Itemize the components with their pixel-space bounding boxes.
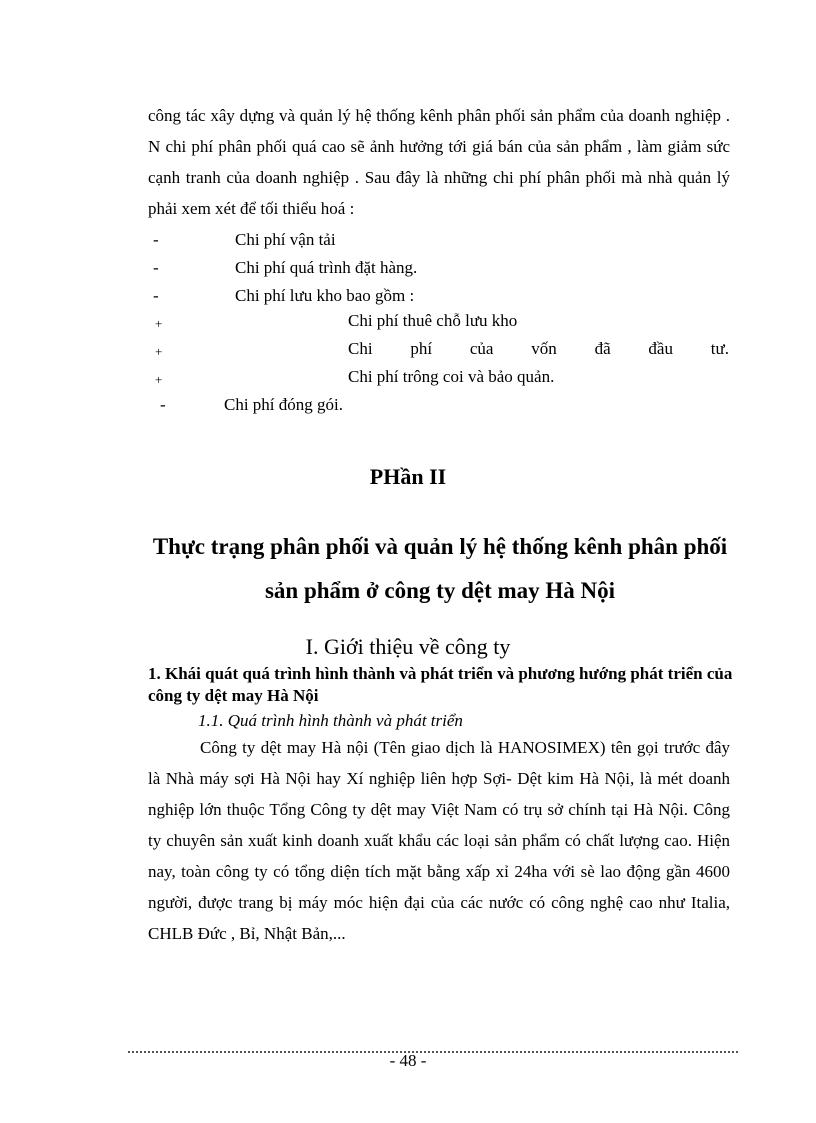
list-word: phí [410,339,433,358]
page-number: - 48 - [389,1051,427,1070]
list-item-guarding: Chi phí trông coi và bảo quản. [348,367,555,386]
list-item-storage: Chi phí lưu kho bao gồm : [235,286,415,305]
list-word: tư. [710,339,729,358]
list-item-transport: Chi phí vận tải [235,230,336,249]
list-dash-marker: - [153,230,159,249]
sub-subsection-title: 1.1. Quá trình hình thành và phát triển [198,711,463,730]
list-word: đầu [648,339,673,358]
chapter-title: Thực trạng phân phối và quản lý hệ thống kênh phân phối sản phẩm ở công ty dệt may Hà Nội [152,534,728,603]
list-dash-marker: - [160,395,166,414]
part-title: PHần II [369,464,447,489]
list-item-capital [348,335,729,363]
list-dash-marker: - [153,286,159,305]
list-word: vốn [531,339,557,358]
company-paragraph: Công ty dệt may Hà nội (Tên giao dịch là HANOSIMEX) tên gọi trước đây là Nhà máy sợi Hà Nội hay Xí nghiệp liên hợp Sợi- Dệt kim Hà Nội, là mét doanh nghiệp lớn thuộc Tổng Công ty dệt may Việt Nam có trụ sở chính tại Hà Nội. Công ty chuyên sản xuất kinh doanh xuất khẩu các loại sản phẩm có chất lượng cao. Hiện nay, toàn công ty có tổng diện tích mặt bằng xấp xỉ 24ha với sè lao động gần 4600 người, được trang bị máy móc hiện đại của các nước có công nghệ cao như Italia, CHLB Đức , Bỉ, Nhật Bản,... [148,738,730,943]
list-item-packaging: Chi phí đóng gói. [224,395,344,414]
subsection-title: 1. Khái quát quá trình hình thành và phát triển và phương hướng phát triển của công ty dệt may Hà Nội [148,664,733,705]
section-title: I. Giới thiệu về công ty [305,634,511,659]
intro-paragraph: công tác xây dựng và quản lý hệ thống kênh phân phối sản phẩm của doanh nghiệp . N chi phí phân phối quá cao sẽ ảnh hưởng tới giá bán của sản phẩm , làm giảm sức cạnh tranh của doanh nghiệp . Sau đây là những chi phí phân phối mà nhà quản lý phải xem xét để tối thiểu hoá : [148,106,730,218]
list-word: Chi [348,339,373,358]
list-item-ordering: Chi phí quá trình đặt hàng. [235,258,418,277]
list-plus-marker: + [155,316,163,331]
list-dash-marker: - [153,258,159,277]
list-word: đã [594,339,611,358]
list-plus-marker: + [155,344,163,359]
list-plus-marker: + [155,372,163,387]
list-item-rent: Chi phí thuê chỗ lưu kho [348,311,518,330]
list-word: của [469,339,494,358]
